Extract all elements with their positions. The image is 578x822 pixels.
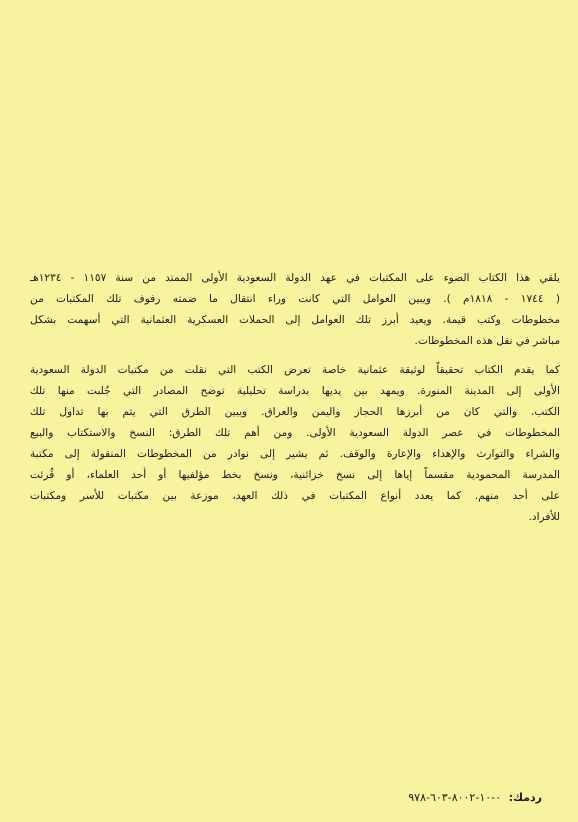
paragraph-line: مباشر في نقل هذه المخطوطات. (414, 335, 560, 347)
isbn-label: ردمك: (508, 791, 542, 804)
paragraph-2 (30, 360, 560, 528)
paragraph-line: يلقي هذا الكتاب الضوء على المكتبات في عهد الدولة السعودية الأولى الممتد من سنة ١١٥٧ - ١٢٣٤هـ (30, 272, 560, 284)
paragraph-line: للأفراد. (528, 511, 560, 523)
isbn-line (182, 788, 542, 808)
paragraph-1 (30, 268, 560, 352)
description-text (30, 268, 560, 536)
paragraph-line: المخطوطات في عصر الدولة السعودية الأولى. ومن أهم تلك الطرق: النسخ والاستكتاب والبيع (30, 427, 560, 439)
isbn-number: ٠-١٠-٨٠٠٢-٦٠٣-٩٧٨ (408, 791, 502, 804)
paragraph-line: كما يقدم الكتاب تحقيقاً لوثيقة عثمانية خاصة تعرض الكتب التي نقلت من مكتبات الدولة السعودية (30, 364, 560, 376)
paragraph-line: الأولى إلى المدينة المنورة. ويمهد بين يديها بدراسة تحليلية توضح المصادر التي جُلبت منها تلك (30, 385, 560, 397)
paragraph-line: الكتب. والتي كان من أبرزها الحجاز واليمن والعراق. ويبين الطرق التي يتم بها تداول تلك (30, 406, 560, 418)
paragraph-line: ( ١٧٤٤ - ١٨١٨م ). ويبين العوامل التي كانت وراء انتقال ما ضمته رفوف تلك المكتبات من (30, 293, 560, 305)
paragraph-line: والشراء والتوارث والإهداء والإعارة والوقف. ثم يشير إلى نوادر من المخطوطات المنقولة إلى مكتبة (30, 448, 560, 460)
paragraph-line: على أحد منهم. كما يعدد أنواع المكتبات في ذلك العهد، موزعة بين مكتبات للأسر ومكتبات (30, 490, 560, 502)
paragraph-line: مخطوطات وكتب قيمة. ويعيد أبرز تلك العوامل إلى الحملات العسكرية العثمانية التي أسهمت بشكل (30, 314, 560, 326)
paragraph-line: المدرسة المحمودية مقسماً إياها إلى نسخ خزائنية، ونسخ بخط مؤلفيها أو أحد العلماء، أو قُرئت (30, 469, 560, 481)
